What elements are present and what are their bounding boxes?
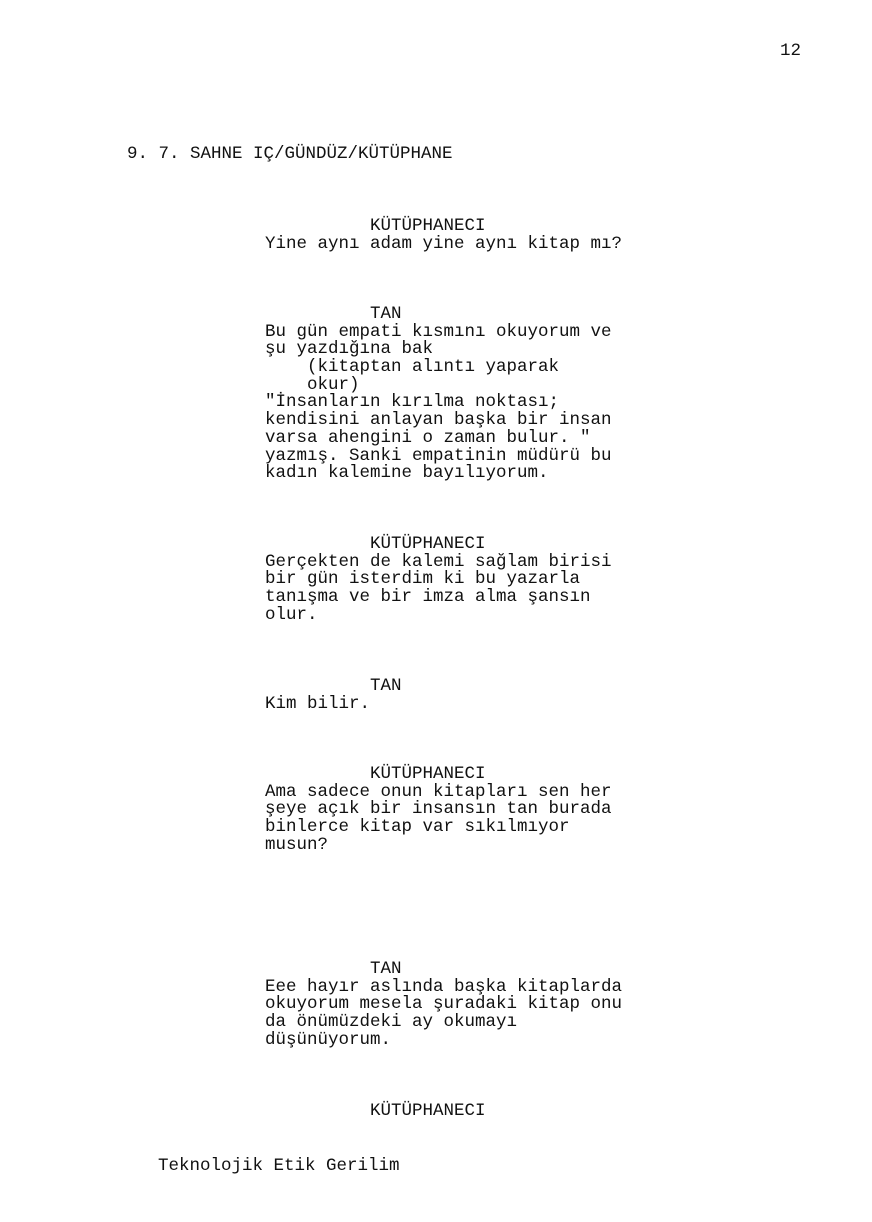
dialogue-line: musun?	[265, 834, 329, 855]
dialogue-line: kendisini anlayan başka bir insan	[265, 410, 612, 431]
parenthetical: okur)	[307, 374, 360, 395]
dialogue-block	[265, 678, 402, 713]
character-name: KÜTÜPHANECI	[370, 764, 486, 784]
dialogue-line: Gerçekten de kalemi sağlam birisi	[265, 551, 612, 572]
dialogue-line: Bu gün empati kısmını okuyorum ve	[265, 321, 612, 342]
dialogue-line: Eee hayır aslında başka kitaplarda	[265, 976, 623, 997]
dialogue-line: bir gün isterdim ki bu yazarla	[265, 569, 581, 590]
dialogue-line: "İnsanların kırılma noktası;	[265, 392, 560, 413]
dialogue-line: binlerce kitap var sıkılmıyor	[265, 817, 570, 838]
page-number: 12	[780, 41, 802, 61]
character-name: KÜTÜPHANECI	[370, 1101, 486, 1121]
character-name: TAN	[370, 959, 402, 979]
dialogue-line: kadın kalemine bayılıyorum.	[265, 463, 549, 484]
character-name: KÜTÜPHANECI	[370, 534, 486, 554]
dialogue-line: şu yazdığına bak	[265, 339, 434, 360]
dialogue-line: Yine aynı adam yine aynı kitap mı?	[265, 233, 623, 254]
dialogue-line: tanışma ve bir imza alma şansın	[265, 587, 591, 608]
dialogue-block	[265, 1103, 486, 1121]
character-name: KÜTÜPHANECI	[370, 216, 486, 236]
footer-title: Teknolojik Etik Gerilim	[158, 1156, 400, 1176]
parenthetical: (kitaptan alıntı yaparak	[307, 357, 560, 378]
scene-heading: 9. 7. SAHNE IÇ/GÜNDÜZ/KÜTÜPHANE	[127, 144, 453, 164]
dialogue-line: Kim bilir.	[265, 693, 371, 714]
dialogue-line: olur.	[265, 604, 318, 625]
dialogue-line: şeye açık bir insansın tan burada	[265, 799, 612, 820]
dialogue-block	[265, 218, 622, 253]
dialogue-line: varsa ahengini o zaman bulur. "	[265, 427, 591, 448]
dialogue-block	[265, 536, 612, 624]
dialogue-line: da önümüzdeki ay okumayı	[265, 1012, 518, 1033]
dialogue-line: yazmış. Sanki empatinin müdürü bu	[265, 445, 612, 466]
dialogue-line: okuyorum mesela şuradaki kitap onu	[265, 994, 623, 1015]
dialogue-block	[265, 961, 622, 1049]
dialogue-block	[265, 306, 612, 483]
character-name: TAN	[370, 676, 402, 696]
dialogue-line: Ama sadece onun kitapları sen her	[265, 781, 612, 802]
dialogue-block	[265, 766, 612, 854]
dialogue-line: düşünüyorum.	[265, 1029, 392, 1050]
character-name: TAN	[370, 304, 402, 324]
